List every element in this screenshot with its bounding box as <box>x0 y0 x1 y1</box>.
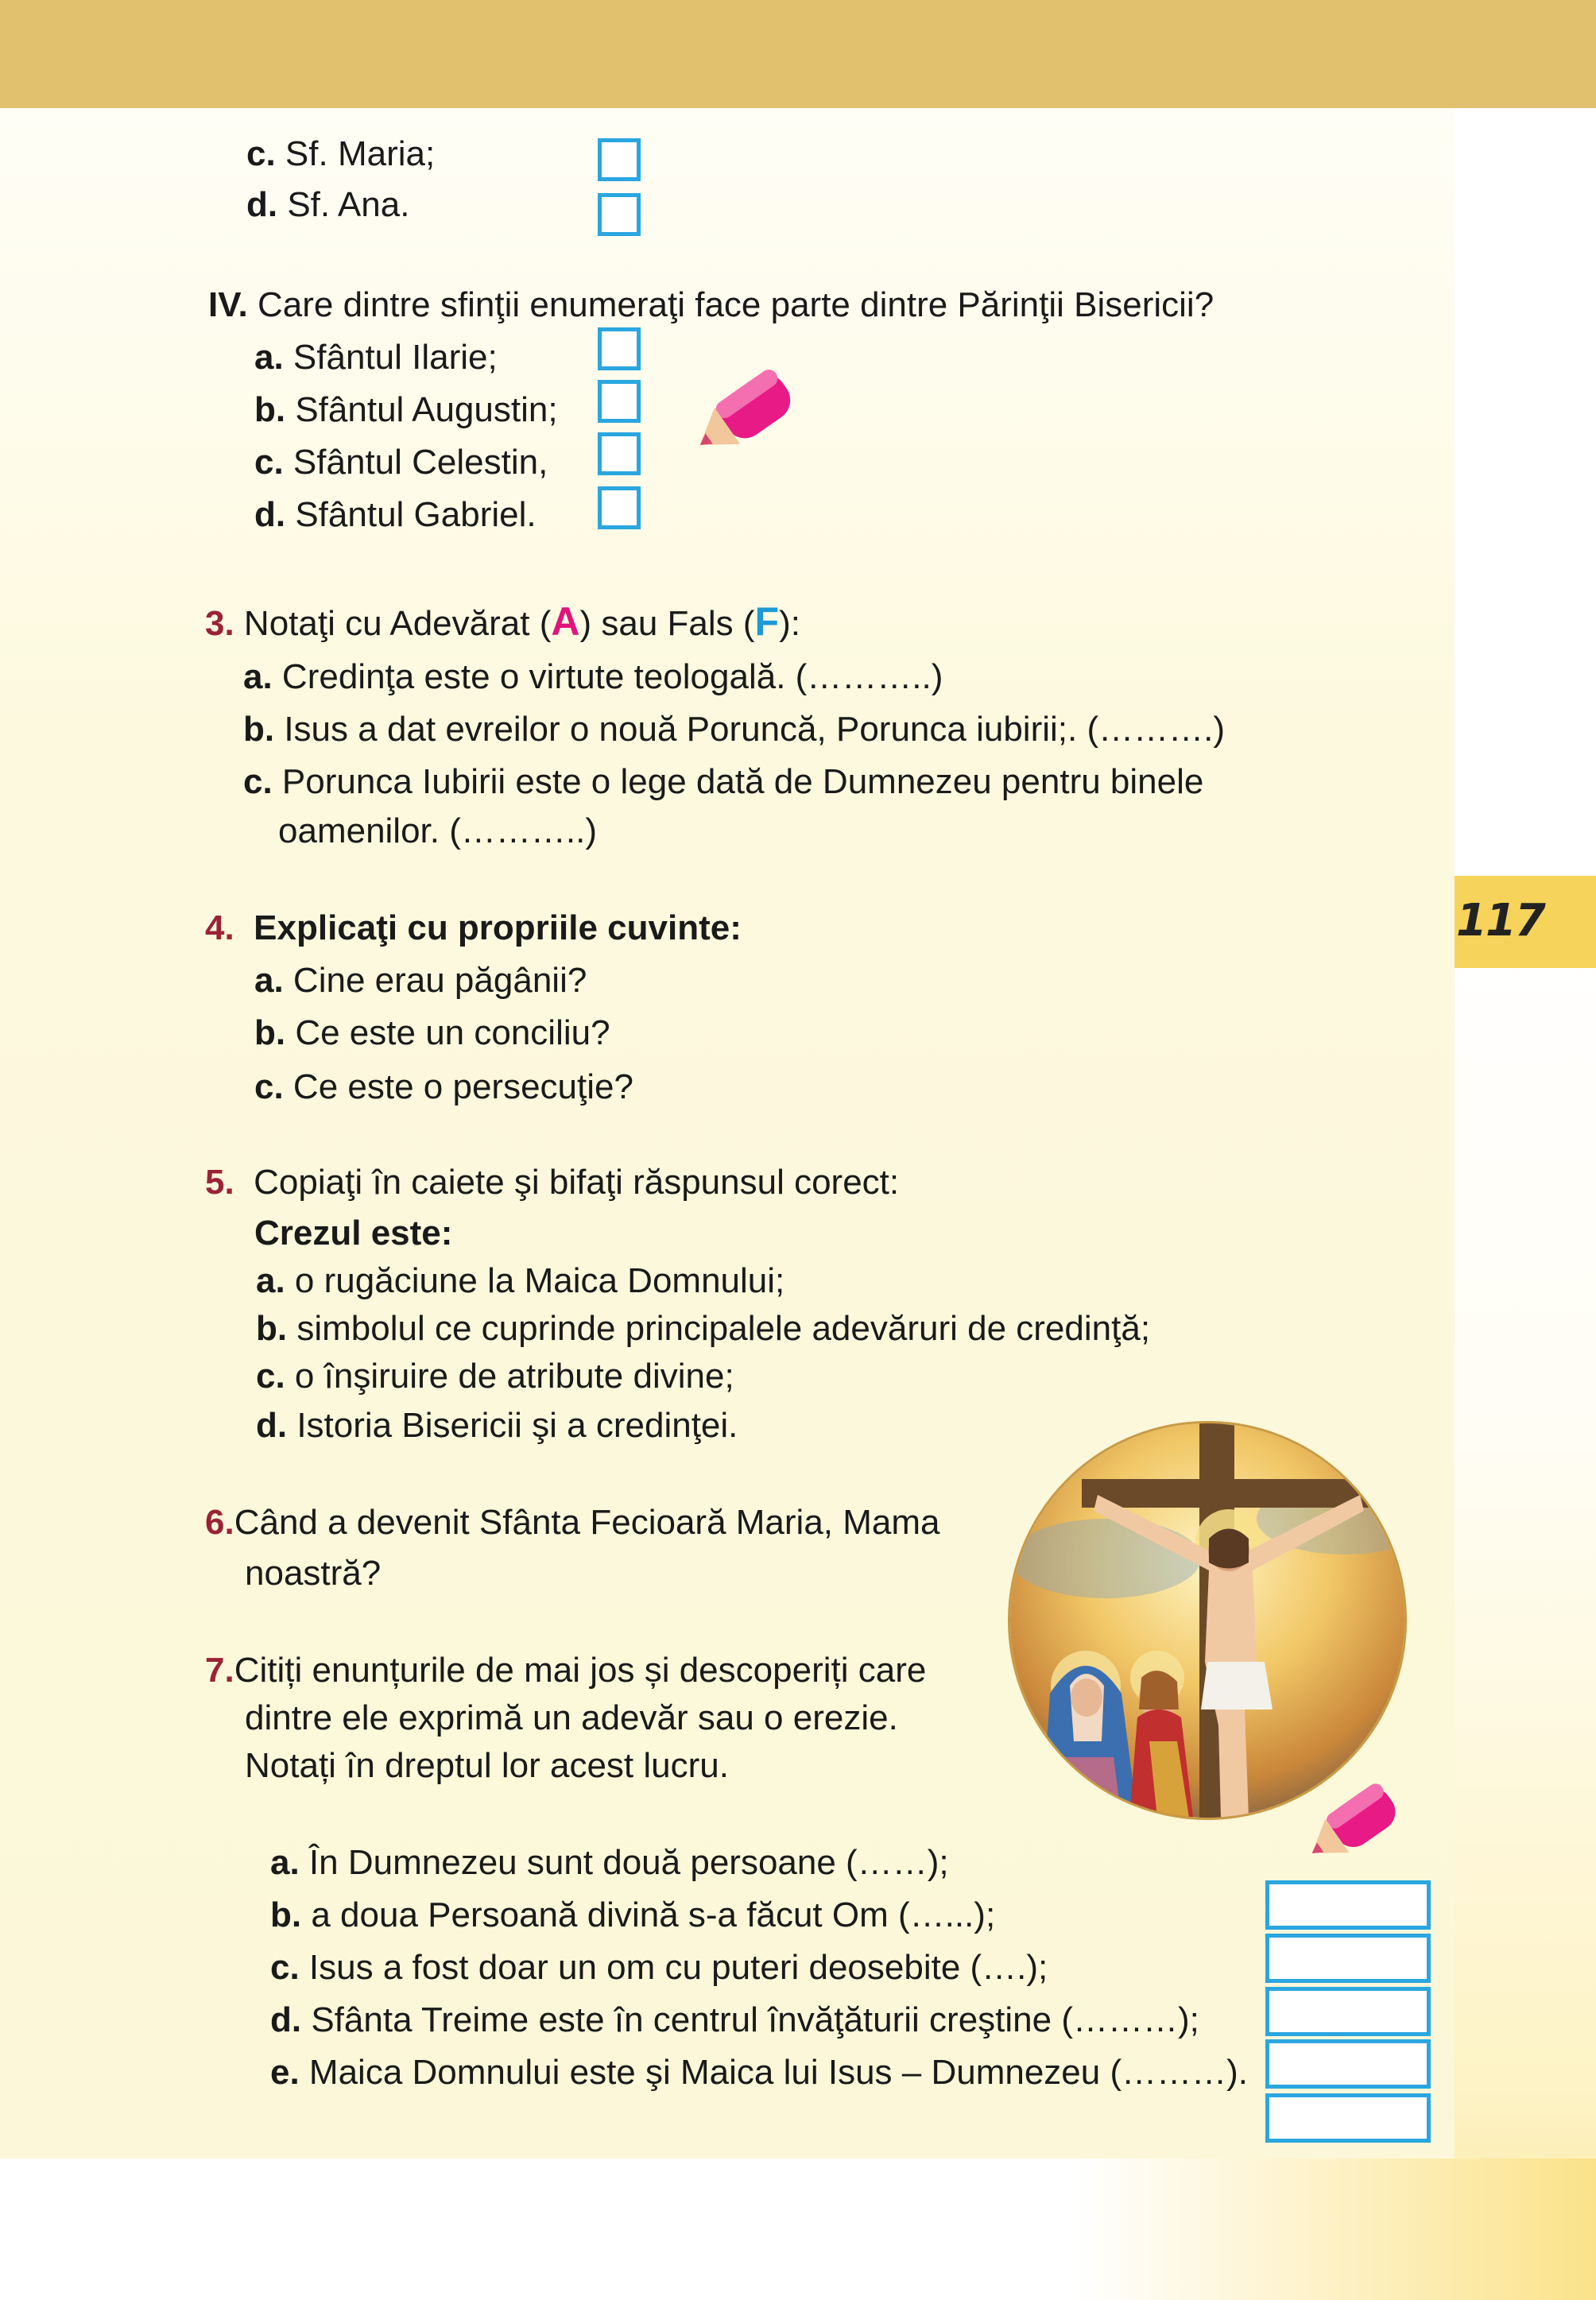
answer-checkbox[interactable] <box>598 327 641 370</box>
q7-item-a: a. În Dumnezeu sunt două persoane (……); <box>270 1843 949 1882</box>
question-6-continued: noastră? <box>245 1554 382 1593</box>
answer-box[interactable] <box>1265 1934 1431 1983</box>
q2-option-c: c. Sf. Maria; <box>246 134 436 173</box>
answer-box[interactable] <box>1265 1987 1431 2036</box>
crucifixion-scene <box>1010 1423 1404 1818</box>
question-7: 7.Citiți enunțurile de mai jos și descoperiți care <box>205 1651 927 1690</box>
q7-item-c: c. Isus a fost doar un om cu puteri deosebite (….); <box>270 1948 1048 1987</box>
bottom-glow <box>1073 2159 1596 2300</box>
q3-item-b: b. Isus a dat evreilor o nouă Poruncă, Porunca iubirii;. (……….) <box>243 710 1225 749</box>
q4-item-a: a. Cine erau păgânii? <box>254 961 587 1000</box>
question-iv: IV. Care dintre sfinţii enumeraţi face parte dintre Părinţii Bisericii? <box>208 285 1214 324</box>
answer-checkbox[interactable] <box>598 193 641 236</box>
page-number: 117 <box>1456 895 1544 947</box>
q3-item-a: a. Credinţa este o virtute teologală. (………..) <box>243 657 943 696</box>
answer-box[interactable] <box>1265 2039 1431 2089</box>
answer-box[interactable] <box>1265 1880 1431 1930</box>
answer-checkbox[interactable] <box>598 138 641 181</box>
crucifixion-illustration <box>1008 1421 1407 1820</box>
top-band <box>0 0 1596 108</box>
q7-item-b: b. a doua Persoană divină s-a făcut Om (…...); <box>270 1895 996 1934</box>
pencil-icon <box>1304 1777 1415 1872</box>
q5-item-d: d. Istoria Bisericii şi a credinţei. <box>256 1406 738 1445</box>
q5-item-a: a. o rugăciune la Maica Domnului; <box>256 1261 785 1300</box>
answer-checkbox[interactable] <box>598 432 641 475</box>
q3-item-c-continued: oamenilor. (………..) <box>278 811 597 850</box>
q4-item-c: c. Ce este o persecuţie? <box>254 1067 633 1106</box>
pencil-icon <box>691 362 811 466</box>
question-6: 6.Când a devenit Sfânta Fecioară Maria, Mama <box>205 1503 940 1542</box>
q5-item-c: c. o înşiruire de atribute divine; <box>256 1357 734 1396</box>
q-iv-option-d: d. Sfântul Gabriel. <box>254 495 537 534</box>
answer-checkbox[interactable] <box>598 380 641 423</box>
q-iv-option-b: b. Sfântul Augustin; <box>254 390 558 429</box>
q5-item-b: b. simbolul ce cuprinde principalele adevăruri de credinţă; <box>256 1309 1151 1348</box>
q2-option-d: d. Sf. Ana. <box>246 185 410 224</box>
question-3: 3. Notaţi cu Adevărat (A) sau Fals (F): <box>205 599 800 644</box>
answer-box[interactable] <box>1265 2093 1431 2143</box>
side-strip <box>1455 874 1596 2300</box>
q-iv-option-c: c. Sfântul Celestin, <box>254 443 548 482</box>
q7-item-d: d. Sfânta Treime este în centrul învăţăturii creştine (………); <box>270 2000 1199 2039</box>
question-7-line2: dintre ele exprimă un adevăr sau o erezie. <box>245 1698 898 1737</box>
q4-item-b: b. Ce este un conciliu? <box>254 1013 610 1052</box>
question-5: 5. Copiaţi în caiete şi bifaţi răspunsul corect: <box>205 1163 900 1202</box>
q7-item-e: e. Maica Domnului este şi Maica lui Isus – Dumnezeu (………). <box>270 2053 1248 2092</box>
q5-subtitle: Crezul este: <box>254 1214 453 1253</box>
q3-item-c: c. Porunca Iubirii este o lege dată de Dumnezeu pentru binele <box>243 762 1204 801</box>
answer-checkbox[interactable] <box>598 486 641 529</box>
question-4: 4. Explicaţi cu propriile cuvinte: <box>205 908 742 947</box>
q-iv-option-a: a. Sfântul Ilarie; <box>254 338 498 377</box>
question-7-line3: Notați în dreptul lor acest lucru. <box>245 1746 729 1785</box>
